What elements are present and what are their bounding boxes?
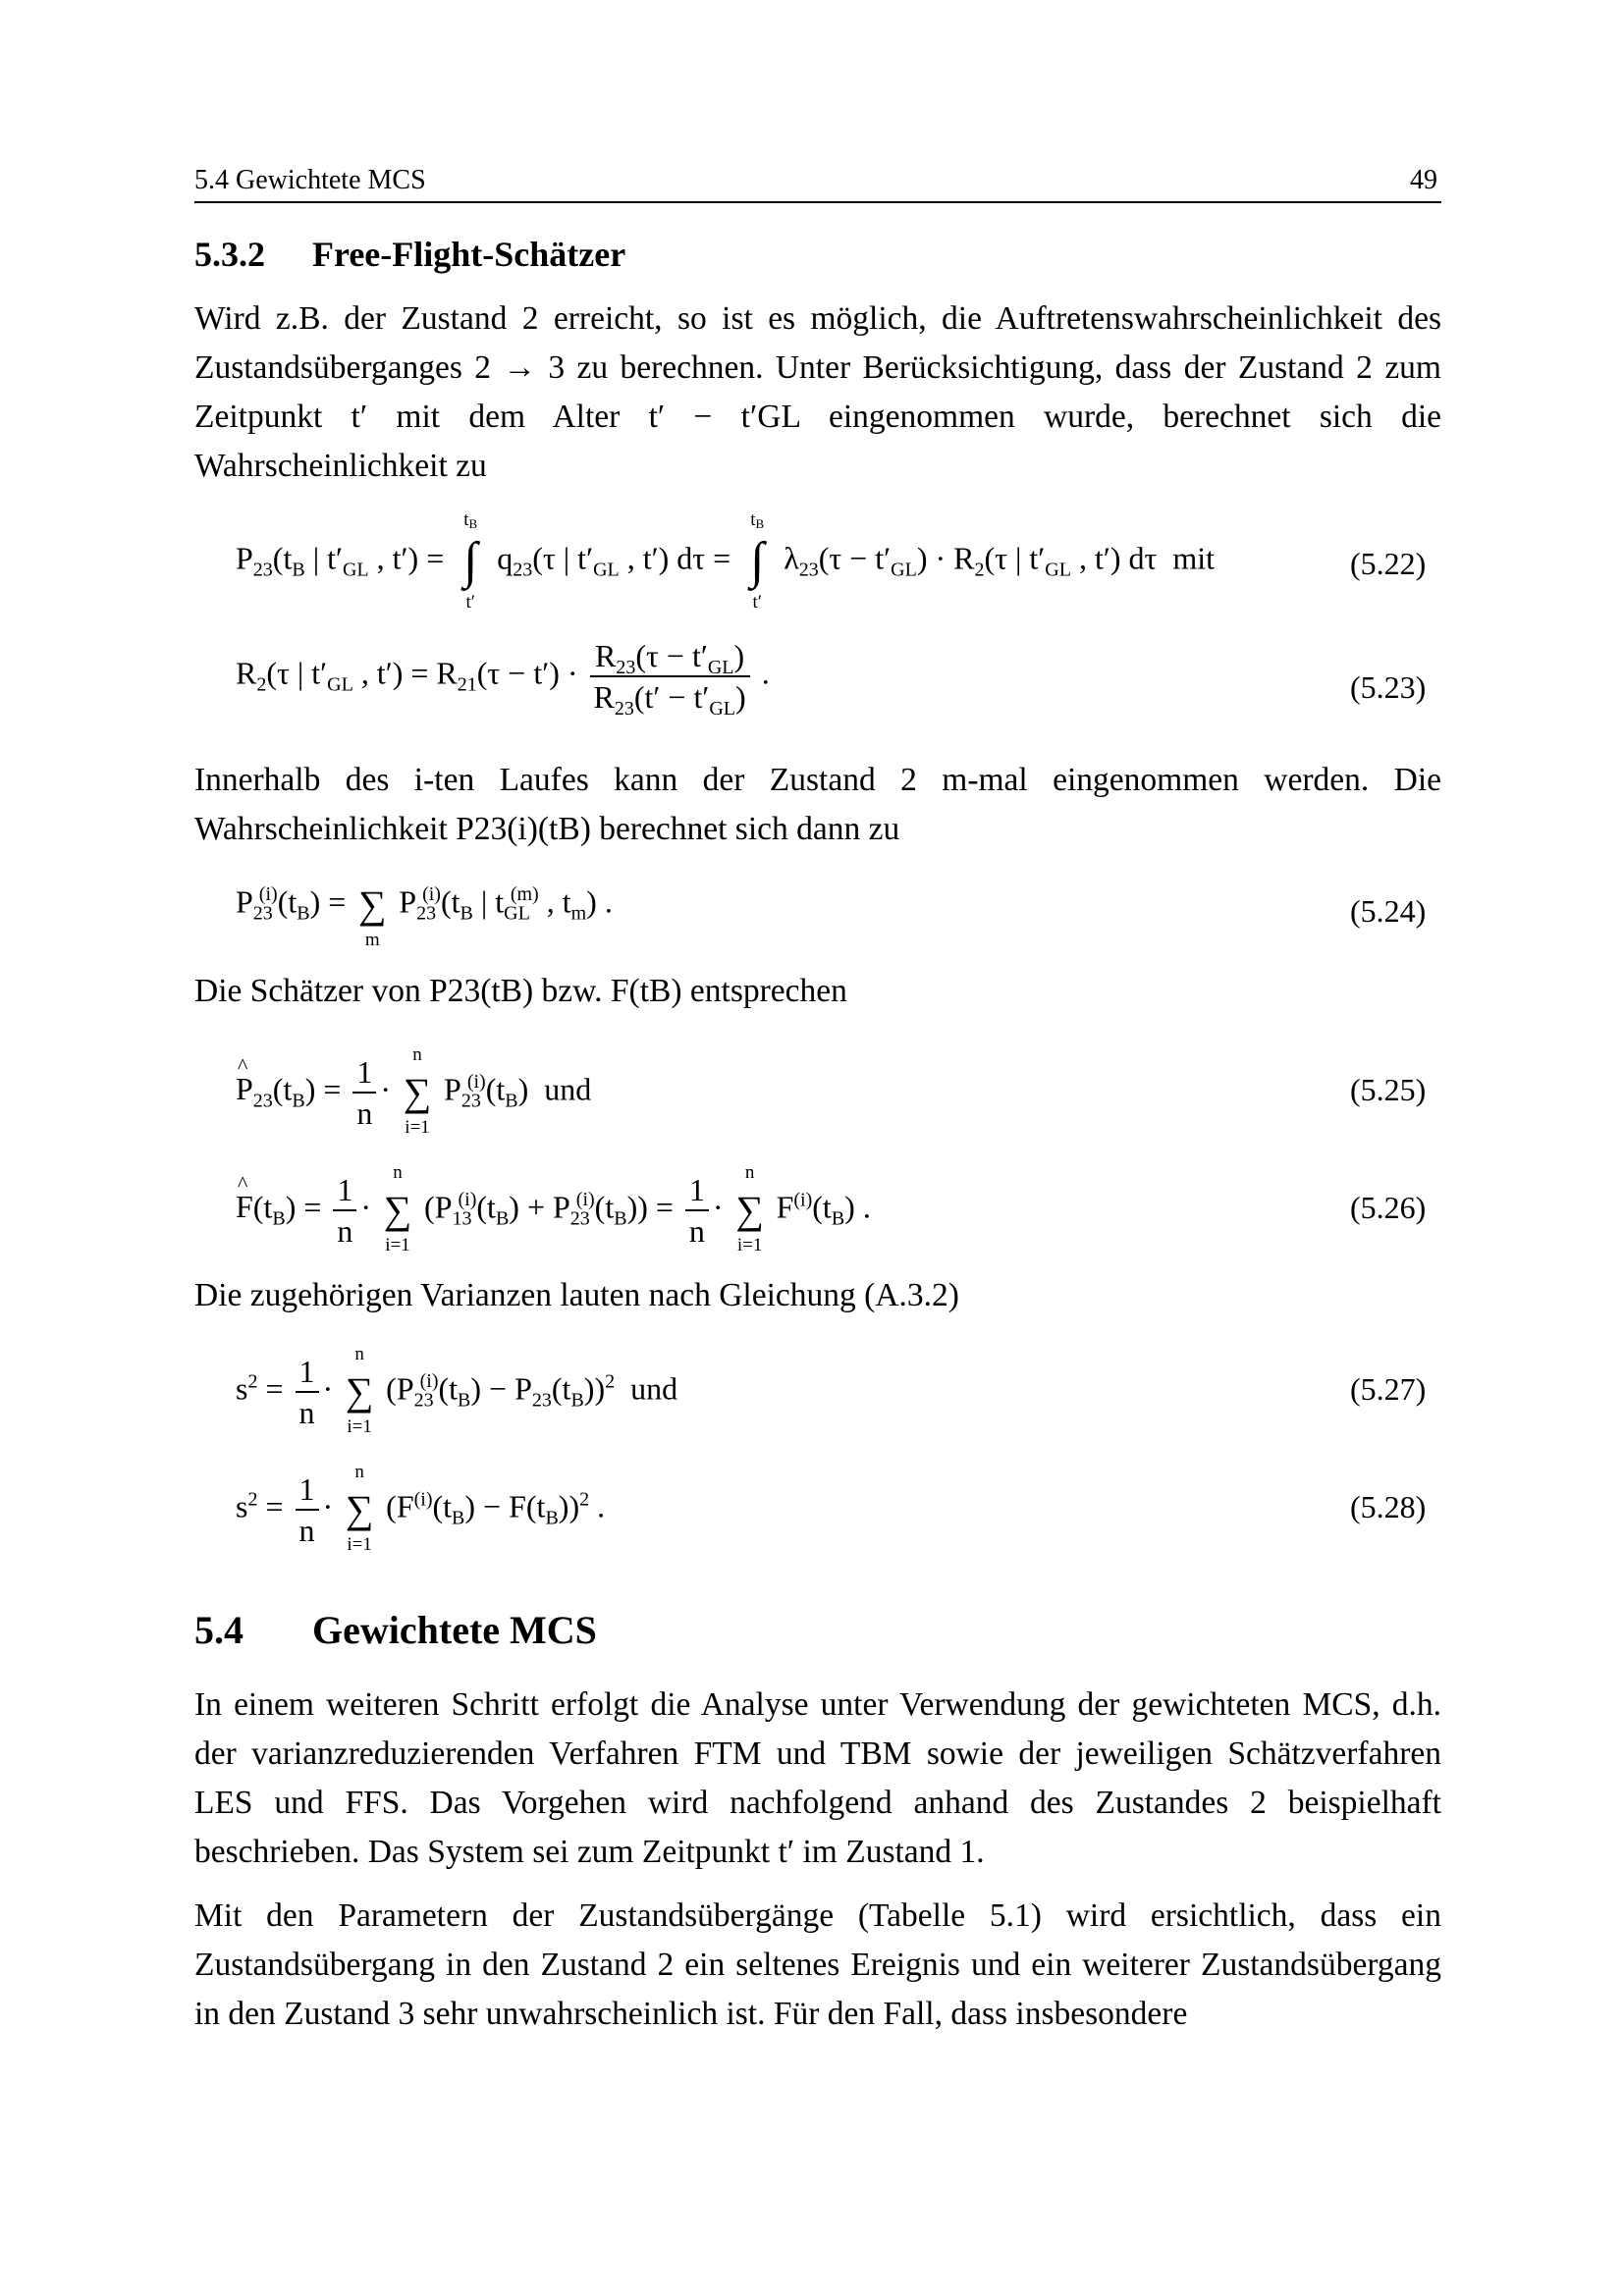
equation-number: (5.23) [1350,669,1427,705]
equation-5-25: ^ $P_{23}(t_B)$ = $\frac{1}{n}$ · n ∑ i=1 $P_{23}^{(i)}(t_B)$ und (5.25) [0,1031,1623,1148]
section-number: 5.4 [194,1608,243,1652]
word-und: und [544,1071,592,1107]
paragraph-parameter: Mit den Parametern der Zustandsübergänge (Tabelle 5.1) wird ersichtlich, dass ein Zustandsübergang in den Zustand 2 ein seltenes Ereignis und ein weiterer Zustandsübergang in den Zustand 3 sehr unwahrscheinlich ist. Für den Fall, dass insbesondere [194,1897,1441,2032]
section-number: 5.3.2 [194,235,265,274]
equation-number: (5.26) [1350,1190,1427,1225]
equation-number: (5.25) [1350,1072,1427,1107]
running-header-title: 5.4 Gewichtete MCS [194,165,426,195]
equation-5-26: ^ $F(t_B)$ = $\frac{1}{n}$ · n ∑ i=1 $(P_{13}^{(i)}(t_B) + P_{23}^{(i)}(t_B))$ = $\frac{1}{n}$ · n ∑ i=1 $F^{(i)}(t_B)$ . (5.26) [0,1148,1623,1266]
paragraph-innerhalb: Innerhalb des i-ten Laufes kann der Zustand 2 m-mal eingenommen werden. Die Wahrscheinlichkeit P23(i)(tB) berechnet sich dann zu [194,762,1441,847]
paragraph-varianzen: Die zugehörigen Varianzen lauten nach Gleichung (A.3.2) [194,1277,959,1313]
equation-number: (5.27) [1350,1371,1427,1407]
equation-number: (5.24) [1350,893,1427,929]
equation-number: (5.28) [1350,1489,1427,1524]
paragraph-gewichtete-mcs: In einem weiteren Schritt erfolgt die Analyse unter Verwendung der gewichteten MCS, d.h. der varianzreduzierenden Verfahren FTM und TBM sowie der jeweiligen Schätzverfahren LES und FFS. Das Vorgehen wird nachfolgend anhand des Zustandes 2 beispielhaft beschrieben. Das System sei zum Zeitpunkt t′ im Zustand 1. [194,1686,1441,1870]
equation-5-22: $P_{23}(t_B$ | $t'_{GL}$ , t′) = $t_B$ ∫ t′ $q_{23}(\tau$ | $t'_{GL}$ , t′) dτ = $t_B$ ∫ t′ $\lambda_{23}(\tau - t'_{GL}) \cdot R_2(\tau$ | $t'_{GL}$ , t′) dτ mit (5.22) [236,509,1427,613]
word-mit: mit [1172,540,1216,576]
paragraph-schaetzer: Die Schätzer von P23(tB) bzw. F(tB) entsprechen [194,973,847,1009]
page-number: 49 [1410,165,1437,195]
equation-number: (5.22) [1350,546,1427,581]
equation-5-27: $s^2$ = $\frac{1}{n}$ · n ∑ i=1 $(P_{23}^{(i)}(t_B) - P_{23}(t_B))^2$ und (5.27) [236,1344,1427,1437]
paragraph-free-flight: Wird z.B. der Zustand 2 erreicht, so ist es möglich, die Auftretenswahrscheinlichkeit des Zustandsüberganges 2 → 3 zu berechnen. Unter Berücksichtigung, dass der Zustand 2 zum Zeitpunkt t′ mit dem Alter t′ − t′GL eingenommen wurde, berechnet sich die Wahrscheinlichkeit zu [194,300,1441,484]
word-und: und [630,1370,678,1407]
equation-5-28: $s^2$ = $\frac{1}{n}$ · n ∑ i=1 $(F^{(i)}(t_B) - F(t_B))^2$ . (5.28) [236,1462,1427,1555]
equation-5-23: $R_2(\tau$ | $t'_{GL}$ , $t') = R_{21}(\tau - t')$ · $\frac{R_{23}(\tau - t'_{GL})}{R_{23}(t' - t'_{GL})}$ . (5.23) [236,638,1427,720]
equation-5-24: $P_{23}^{(i)}(t_B)$ = ∑ m $P_{23}^{(i)}(t_B$ | $t_{GL}^{(m)}$ , $t_m$) . (5.24) [236,882,1427,950]
header-rule [194,201,1441,203]
section-title: Free-Flight-Schätzer [312,235,626,274]
section-title: Gewichtete MCS [312,1608,597,1652]
